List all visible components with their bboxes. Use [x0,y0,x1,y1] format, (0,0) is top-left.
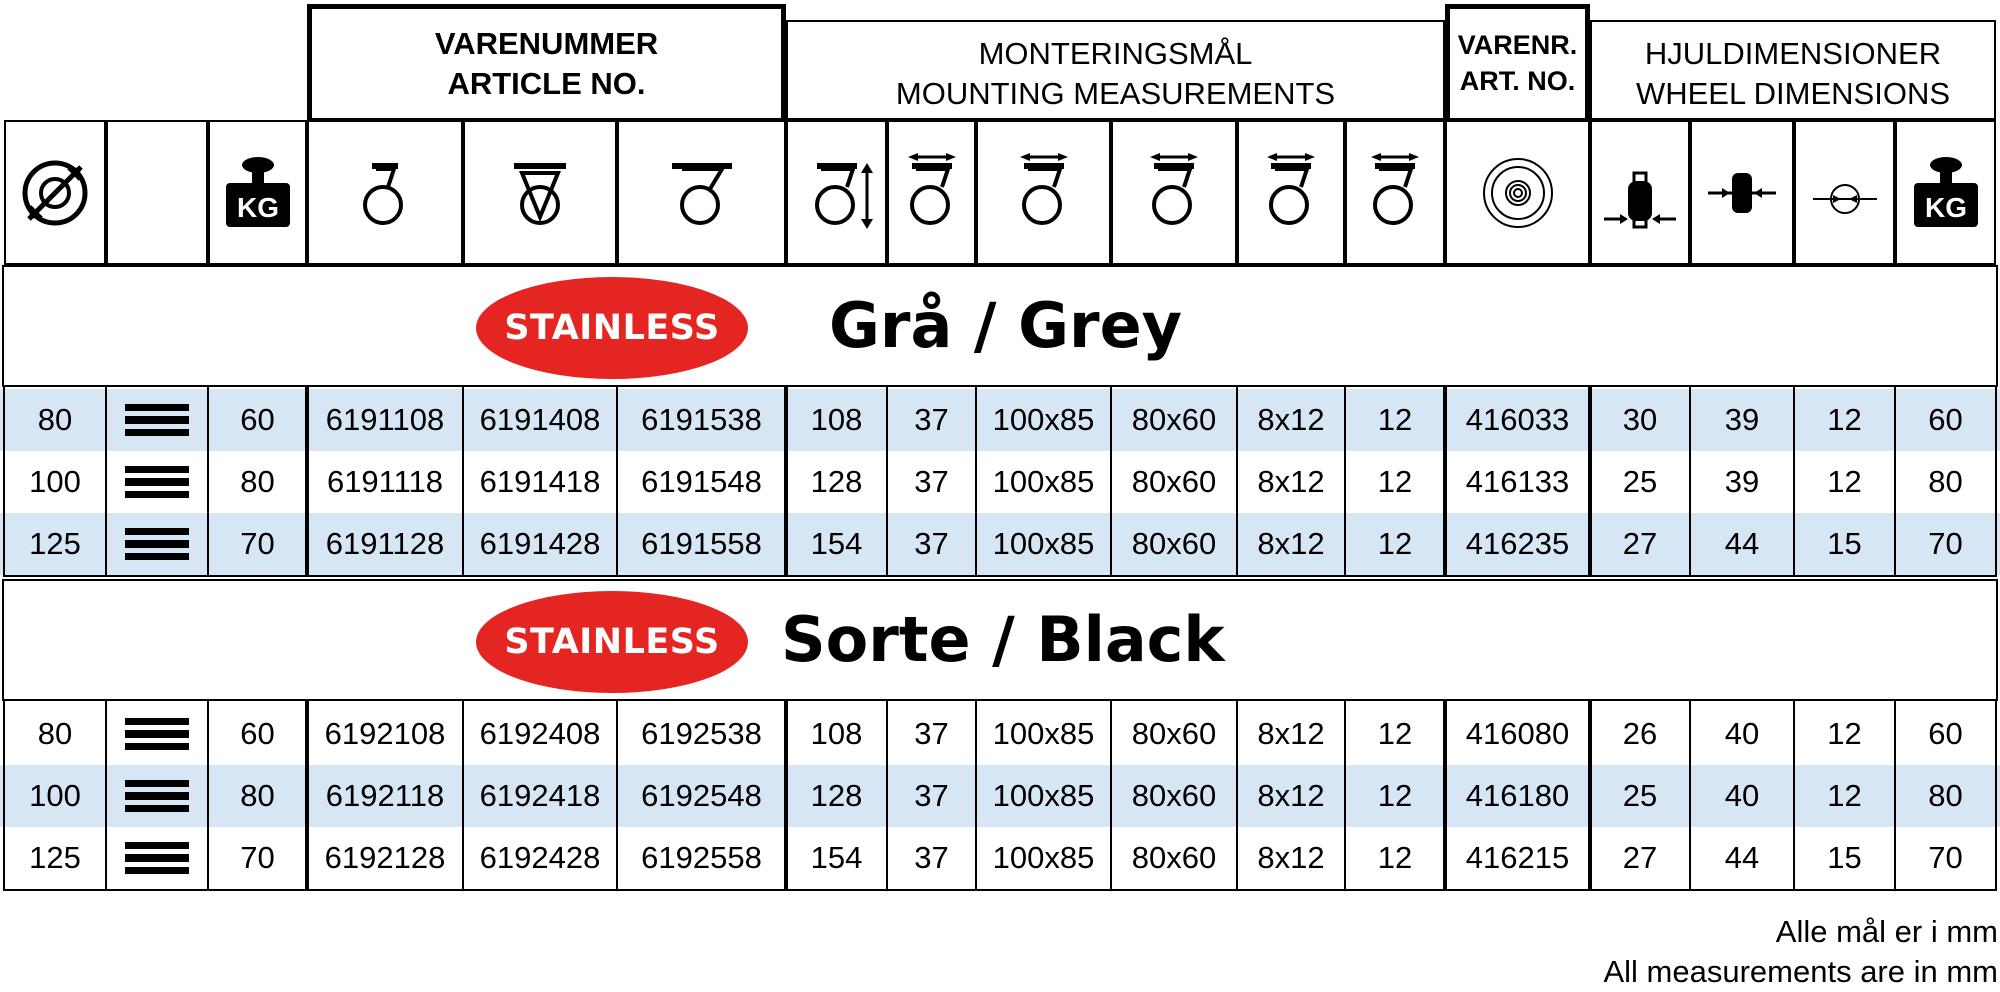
grid-line [1344,387,1346,577]
table-cell: 416033 [1465,402,1570,437]
stainless-badge: STAINLESS [476,277,748,379]
grid-line [1793,701,1795,891]
grid-line [1793,387,1795,577]
table-cell: 8x12 [1257,464,1325,499]
table-row [0,389,2000,451]
wheel-art-line2: ART. NO. [1459,66,1576,96]
table-cell: 60 [1928,402,1963,437]
grid-line [207,701,209,891]
footer-note-no: Alle mål er i mm [1775,914,1998,949]
table-cell: 30 [1622,402,1658,437]
section-title: Grå / Grey [829,289,1183,362]
table-cell: 40 [1724,778,1760,813]
table-cell: 60 [240,402,275,437]
grid-line [1995,701,1997,891]
table-cell: 6191108 [325,402,445,437]
table-cell: 6192548 [641,778,762,813]
table-cell: 12 [1827,464,1862,499]
grid-line [1443,701,1447,891]
table-cell: 416235 [1465,526,1570,561]
table-cell: 80 [37,716,73,751]
table-cell: 25 [1622,778,1658,813]
table-cell: 6192538 [641,716,762,751]
grid-line [1443,387,1447,577]
table-cell: 44 [1724,526,1760,561]
table-cell: 70 [1928,840,1963,875]
grid-line [975,701,977,891]
grid-line [1344,701,1346,891]
table-cell: 6192108 [324,716,446,751]
table-cell: 40 [1724,716,1760,751]
mounting-line1: MONTERINGSMÅL [978,36,1253,71]
total-height-icon [786,120,887,265]
table-cell: 80x60 [1131,402,1217,437]
svg-text:KG: KG [236,191,279,223]
grid-line [1995,387,1997,577]
wheel-load-kg-icon [1895,120,1996,265]
grid-line [305,701,309,891]
table-cell: 8x12 [1257,526,1325,561]
grid-line [1894,701,1896,891]
table-cell: 416215 [1465,840,1570,875]
grid-line [1689,701,1691,891]
table-cell: 80 [1928,464,1963,499]
hole-pattern-icon [1111,120,1237,265]
diameter-icon [4,120,106,265]
table-cell: 80x60 [1131,716,1217,751]
grid-line [1689,387,1691,577]
table-cell: 6192118 [325,778,445,813]
wheel-dims-line2: WHEEL DIMENSIONS [1635,76,1951,111]
table-cell: 100x85 [992,402,1095,437]
grid-line [1588,701,1592,891]
table-cell: 12 [1377,526,1413,561]
table-cell: 70 [240,526,275,561]
plate-size-icon [976,120,1111,265]
tread-bars-icon [106,765,208,827]
table-cell: 100 [29,464,81,499]
grid-line [4,889,1996,891]
table-cell: 12 [1827,778,1862,813]
table-cell: 6191408 [479,402,601,437]
table-cell: 100x85 [992,716,1095,751]
table-cell: 125 [29,840,81,875]
table-cell: 154 [810,840,863,875]
table-cell: 6192418 [479,778,601,813]
grid-line [1236,701,1238,891]
table-cell: 100x85 [992,840,1095,875]
grid-line [1894,387,1896,577]
table-cell: 60 [240,716,275,751]
grid-line [305,387,309,577]
table-cell: 12 [1377,464,1413,499]
wheel-icon [1445,120,1590,265]
mounting-header [786,20,1445,120]
table-cell: 8x12 [1257,840,1325,875]
grid-line [1110,701,1112,891]
table-cell: 8x12 [1257,402,1325,437]
svg-text:KG: KG [1924,191,1967,223]
wheel-art-line1: VARENR. [1457,30,1578,60]
table-cell: 6192558 [641,840,762,875]
table-cell: 60 [1928,716,1963,751]
tread-bars-icon [106,703,208,765]
table-cell: 39 [1724,402,1760,437]
table-cell: 80 [37,402,73,437]
swivel-brake-castor-icon [617,120,786,265]
tread-bars-icon [106,827,208,889]
article-no-header [307,4,786,123]
table-cell: 80x60 [1131,840,1217,875]
table-cell: 27 [1622,526,1658,561]
grid-line [784,387,788,577]
table-cell: 27 [1622,840,1658,875]
table-cell: 80 [240,464,275,499]
table-cell: 12 [1377,716,1413,751]
table-cell: 70 [240,840,275,875]
wheel-dims-header [1590,20,1996,120]
table-cell: 128 [810,464,863,499]
table-cell: 154 [810,526,863,561]
table-cell: 6192428 [479,840,601,875]
grid-line [3,701,5,891]
table-cell: 80x60 [1131,778,1217,813]
table-cell: 6192408 [479,716,601,751]
table-cell: 416133 [1465,464,1570,499]
stainless-badge: STAINLESS [476,591,748,693]
grid-line [207,387,209,577]
table-cell: 44 [1724,840,1760,875]
table-cell: 6192128 [324,840,446,875]
table-cell: 6191428 [479,526,601,561]
table-cell: 100x85 [992,464,1095,499]
grid-line [4,575,1996,577]
table-cell: 6191558 [641,526,762,561]
table-row [0,451,2000,513]
grid-line [616,387,618,577]
axle-bore-icon [1794,120,1895,265]
table-cell: 6191418 [479,464,601,499]
tread-bars-icon [106,513,208,575]
footer-note-en: All measurements are in mm [1603,954,1998,989]
article-no-line1: VARENUMMER [434,25,659,61]
table-cell: 6191548 [641,464,762,499]
table-cell: 80 [1928,778,1963,813]
table-cell: 6191538 [641,402,762,437]
offset-icon [1345,120,1445,265]
tread-bars-icon [106,120,208,265]
grid-line [616,701,618,891]
grid-line [886,387,888,577]
table-cell: 100 [29,778,81,813]
grid-line [105,387,107,577]
section-banner [2,579,1998,701]
table-cell: 12 [1827,402,1862,437]
tread-bars-icon [106,389,208,451]
grid-line [105,701,107,891]
article-no-line2: ARTICLE NO. [447,65,646,101]
table-cell: 416080 [1465,716,1570,751]
wheel-art-header [1445,4,1590,123]
table-cell: 12 [1377,402,1413,437]
table-cell: 108 [810,716,863,751]
hub-length-icon [1690,120,1794,265]
grid-line [462,387,464,577]
table-cell: 26 [1622,716,1658,751]
table-row [0,703,2000,765]
mounting-line2: MOUNTING MEASUREMENTS [895,76,1336,111]
table-cell: 80 [240,778,275,813]
table-cell: 128 [810,778,863,813]
swivel-castor-icon [463,120,617,265]
grid-line [1588,387,1592,577]
table-row [0,513,2000,575]
table-cell: 15 [1827,840,1862,875]
wheel-dims-line1: HJULDIMENSIONER [1644,36,1942,71]
grid-line [462,701,464,891]
table-cell: 6191118 [326,464,444,499]
grid-line [784,701,788,891]
section-banner [2,265,1998,387]
load-weight-kg-icon [208,120,307,265]
table-cell: 8x12 [1257,778,1325,813]
grid-line [975,387,977,577]
table-cell: 70 [1928,526,1963,561]
table-cell: 39 [1724,464,1760,499]
table-row [0,827,2000,889]
table-cell: 12 [1827,716,1862,751]
grid-line [3,387,5,577]
bolt-hole-icon [1237,120,1345,265]
table-cell: 80x60 [1131,464,1217,499]
table-cell: 37 [914,526,949,561]
table-cell: 12 [1377,840,1413,875]
grid-line [886,701,888,891]
table-cell: 37 [914,402,949,437]
table-cell: 37 [914,840,949,875]
table-cell: 125 [29,526,81,561]
wheel-width-icon [1590,120,1690,265]
table-cell: 25 [1622,464,1658,499]
table-cell: 37 [914,778,949,813]
table-cell: 80x60 [1131,526,1217,561]
table-row [0,765,2000,827]
table-cell: 100x85 [992,526,1095,561]
table-cell: 15 [1827,526,1862,561]
table-cell: 12 [1377,778,1413,813]
table-cell: 37 [914,464,949,499]
table-cell: 100x85 [992,778,1095,813]
table-cell: 6191128 [325,526,445,561]
fixed-castor-icon [307,120,463,265]
table-cell: 416180 [1465,778,1570,813]
tread-bars-icon [106,451,208,513]
table-cell: 108 [810,402,863,437]
table-cell: 37 [914,716,949,751]
bolt-distance-icon [887,120,976,265]
section-title: Sorte / Black [781,603,1225,676]
grid-line [1110,387,1112,577]
grid-line [1236,387,1238,577]
table-cell: 8x12 [1257,716,1325,751]
